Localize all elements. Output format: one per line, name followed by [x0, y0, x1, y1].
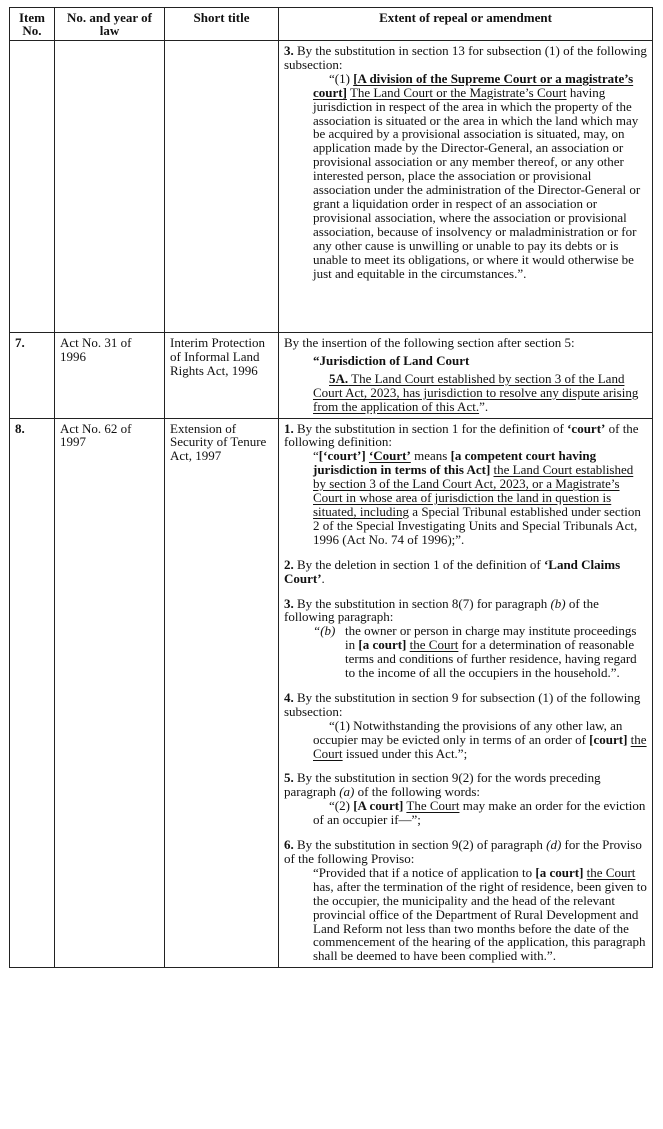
- extent-cell: [279, 418, 653, 968]
- item-number: 8.: [10, 418, 55, 968]
- quoted-subsection: “(1) [A division of the Supreme Court or a magistrate’s court] The Land Court or the Magistrate’s Court having jurisdiction in respect of the area in which the property of the association is situated or the area in which the land which may be acquired by a provisional association is situated, may, on application made by the Director-General, an association or provisional association or any member thereof, or any other interested person, place the association or provisional association under the administration of the Director-General or grant a liquidation order in respect of an association or provisional association, where the association or provisional association, because of insolvency or maladministration or for any other cause is unwilling or unable to pay its debts or is unable to meet its obligations, or where it would otherwise be just and equitable in the circumstances.”.: [313, 70, 641, 281]
- amendment-5: 5. By the substitution in section 9(2) for the words preceding paragraph (a) of the following words: “(2) [A court] The Court may make an order for the eviction of an occupier if—”;: [284, 770, 646, 828]
- header-extent: Extent of repeal or amendment: [279, 8, 653, 41]
- short-title: Extension of Security of Tenure Act, 1997: [165, 418, 279, 968]
- amendment-2: 2. By the deletion in section 1 of the definition of ‘Land Claims Court’.: [284, 556, 621, 586]
- extent-cell: By the insertion of the following section after section 5: “Jurisdiction of Land Court 5A. The Land Court established by section 3 of the Land Court Act, 2023, has jurisdiction to resolve any dispute arising from the application of this Act.”.: [279, 333, 653, 419]
- law-number: Act No. 31 of 1996: [55, 333, 165, 419]
- table-row: [10, 41, 653, 333]
- header-law: No. and year of law: [55, 8, 165, 41]
- short-title: Interim Protection of Informal Land Rights Act, 1996: [165, 333, 279, 419]
- header-item-no: Item No.: [10, 8, 55, 41]
- table-row: [10, 333, 653, 419]
- inserted-section: 5A. The Land Court established by section 3 of the Land Court Act, 2023, has jurisdiction to resolve any dispute arising from the application of this Act.”.: [313, 370, 639, 414]
- amendment-3: 3. By the substitution in section 13 for subsection (1) of the following subsection:: [284, 43, 647, 72]
- amendment-4: 4. By the substitution in section 9 for subsection (1) of the following subsection: “(1) Notwithstanding the provisions of any other law, an occupier may be evicted only in terms of an order of [court] the Court issued under this Act.”;: [284, 689, 647, 761]
- amendment-6: 6. By the substitution in section 9(2) of paragraph (d) for the Proviso of the following Proviso: “Provided that if a notice of application to [a court] the Court has, after the termination of the right of residence, been given to the occupier, the municipality and the head of the relevant provincial office of the Department of Rural Development and Land Reform not less than two months before the date of the commencement of the hearing of the application, this paragraph shall be deemed to have been complied with.”.: [284, 837, 647, 964]
- inserted-words: The Land Court or the Magistrate’s Court: [349, 84, 567, 100]
- amendment-1: 1. By the substitution in section 1 for the definition of ‘court’ of the following definition: “[‘court’] ‘Court’ means [a competent court having jurisdiction in terms of this Act] the Land Court established by section 3 of the Land Court Act, 2023, or a Magistrate’s Court in whose area of jurisdiction the land in question is situated, including a Special Tribunal established under section 2 of the Special Investigating Units and Special Tribunals Act, 1996 (Act No. 74 of 1996);”.: [284, 420, 641, 547]
- table-header-row: [10, 8, 653, 41]
- item-number: 7.: [10, 333, 55, 419]
- repeal-amendment-table: [9, 7, 653, 968]
- table-row: [10, 418, 653, 968]
- amendment-3: 3. By the substitution in section 8(7) for paragraph (b) of the following paragraph: “(b) the owner or person in charge may institute proceedings in [a court] the Court for a determination of reasonable terms and conditions of further residence, having regard to the income of all the occupiers in the household.”.: [284, 595, 637, 681]
- extent-cell: [279, 41, 653, 333]
- section-heading: “Jurisdiction of Land Court: [313, 352, 470, 368]
- law-number: Act No. 62 of 1997: [55, 418, 165, 968]
- deleted-words: [A division of the Supreme Court or a magistrate’s court]: [313, 70, 634, 100]
- header-short-title: Short title: [165, 8, 279, 41]
